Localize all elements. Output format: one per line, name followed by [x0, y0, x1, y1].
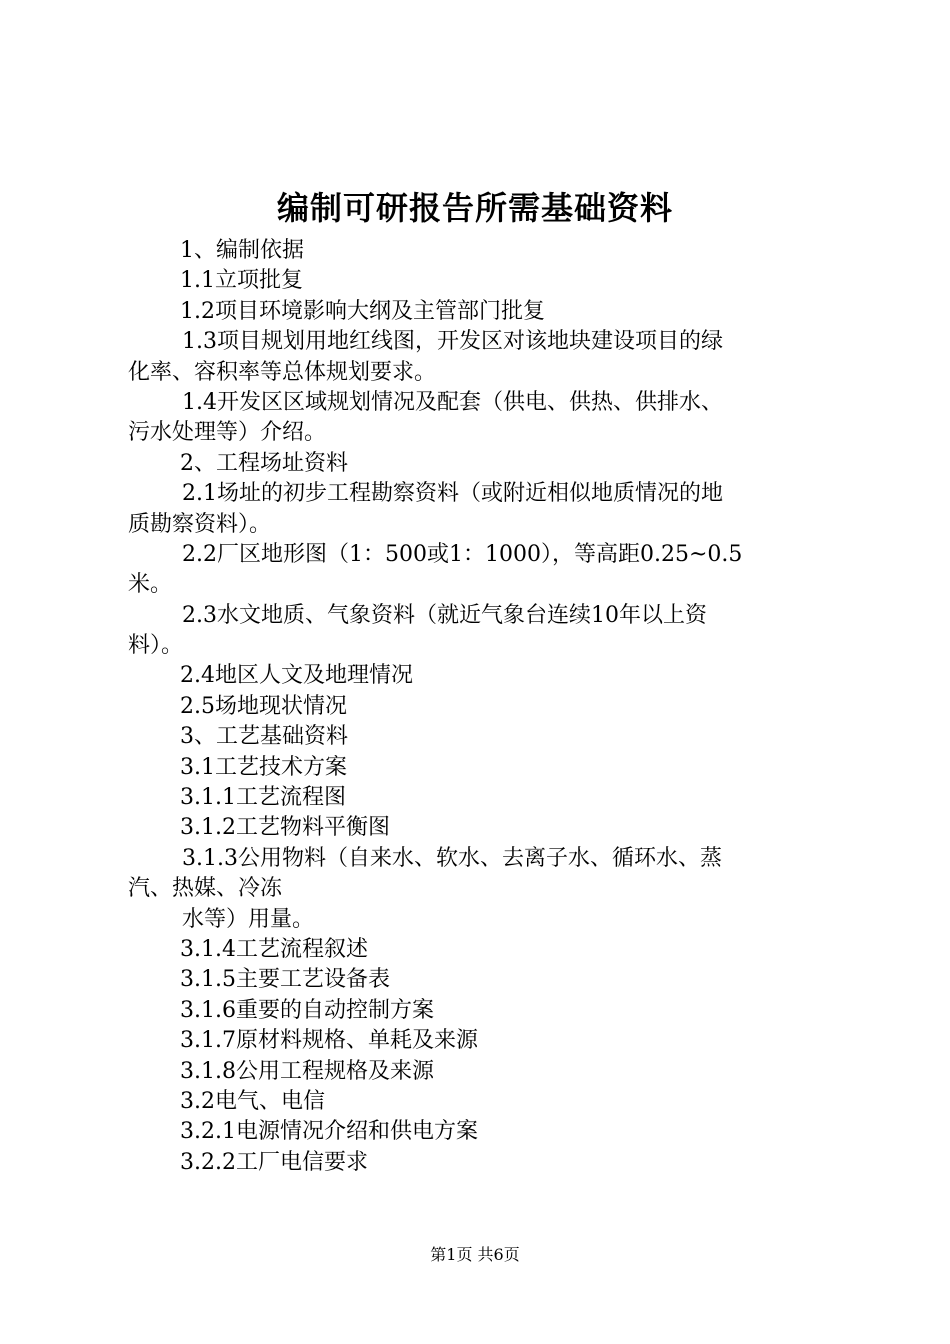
text-line: 化率、容积率等总体规划要求。	[128, 359, 437, 385]
text-line: 3.2.2工厂电信要求	[180, 1149, 368, 1175]
document-title: 编制可研报告所需基础资料	[276, 189, 673, 227]
text-line: 3.1.8公用工程规格及来源	[180, 1058, 434, 1084]
page-footer: 第1页 共6页	[430, 1245, 520, 1264]
text-line: 3.1.5主要工艺设备表	[180, 967, 390, 993]
text-line: 汽、热媒、冷冻	[128, 876, 283, 902]
text-line: 3、工艺基础资料	[180, 724, 348, 750]
text-line: 1.2项目环境影响大纲及主管部门批复	[180, 298, 545, 324]
document-body	[128, 236, 832, 1178]
text-line: 2.1场址的初步工程勘察资料（或附近相似地质情况的地	[182, 481, 723, 507]
text-line: 米。	[128, 572, 173, 598]
text-line: 3.1.4工艺流程叙述	[180, 936, 368, 962]
text-line: 1.4开发区区域规划情况及配套（供电、供热、供排水、	[182, 389, 723, 415]
text-line: 3.2.1电源情况介绍和供电方案	[180, 1119, 478, 1145]
text-line: 2.3水文地质、气象资料（就近气象台连续10年以上资	[182, 602, 707, 628]
text-line: 3.2电气、电信	[180, 1088, 325, 1114]
text-line: 水等）用量。	[182, 906, 315, 932]
text-line: 1.1立项批复	[180, 268, 303, 294]
text-line: 2、工程场址资料	[180, 450, 348, 476]
text-line: 2.2厂区地形图（1：500或1：1000），等高距0.25~0.5	[182, 541, 743, 567]
text-line: 1.3项目规划用地红线图，开发区对该地块建设项目的绿	[182, 329, 723, 355]
text-line: 1、编制依据	[180, 238, 304, 263]
text-line: 3.1工艺技术方案	[180, 754, 347, 780]
text-line: 污水处理等）介绍。	[128, 420, 327, 446]
text-line: 3.1.7原材料规格、单耗及来源	[180, 1028, 478, 1054]
text-line: 3.1.2工艺物料平衡图	[180, 815, 390, 841]
text-line: 质勘察资料）。	[128, 511, 272, 537]
text-line: 3.1.3公用物料（自来水、软水、去离子水、循环水、蒸	[182, 845, 722, 871]
text-line: 3.1.6重要的自动控制方案	[180, 997, 434, 1023]
text-line: 料）。	[128, 633, 184, 659]
text-line: 3.1.1工艺流程图	[180, 785, 346, 811]
text-line: 2.4地区人文及地理情况	[180, 663, 413, 689]
text-line: 2.5场地现状情况	[180, 693, 347, 719]
